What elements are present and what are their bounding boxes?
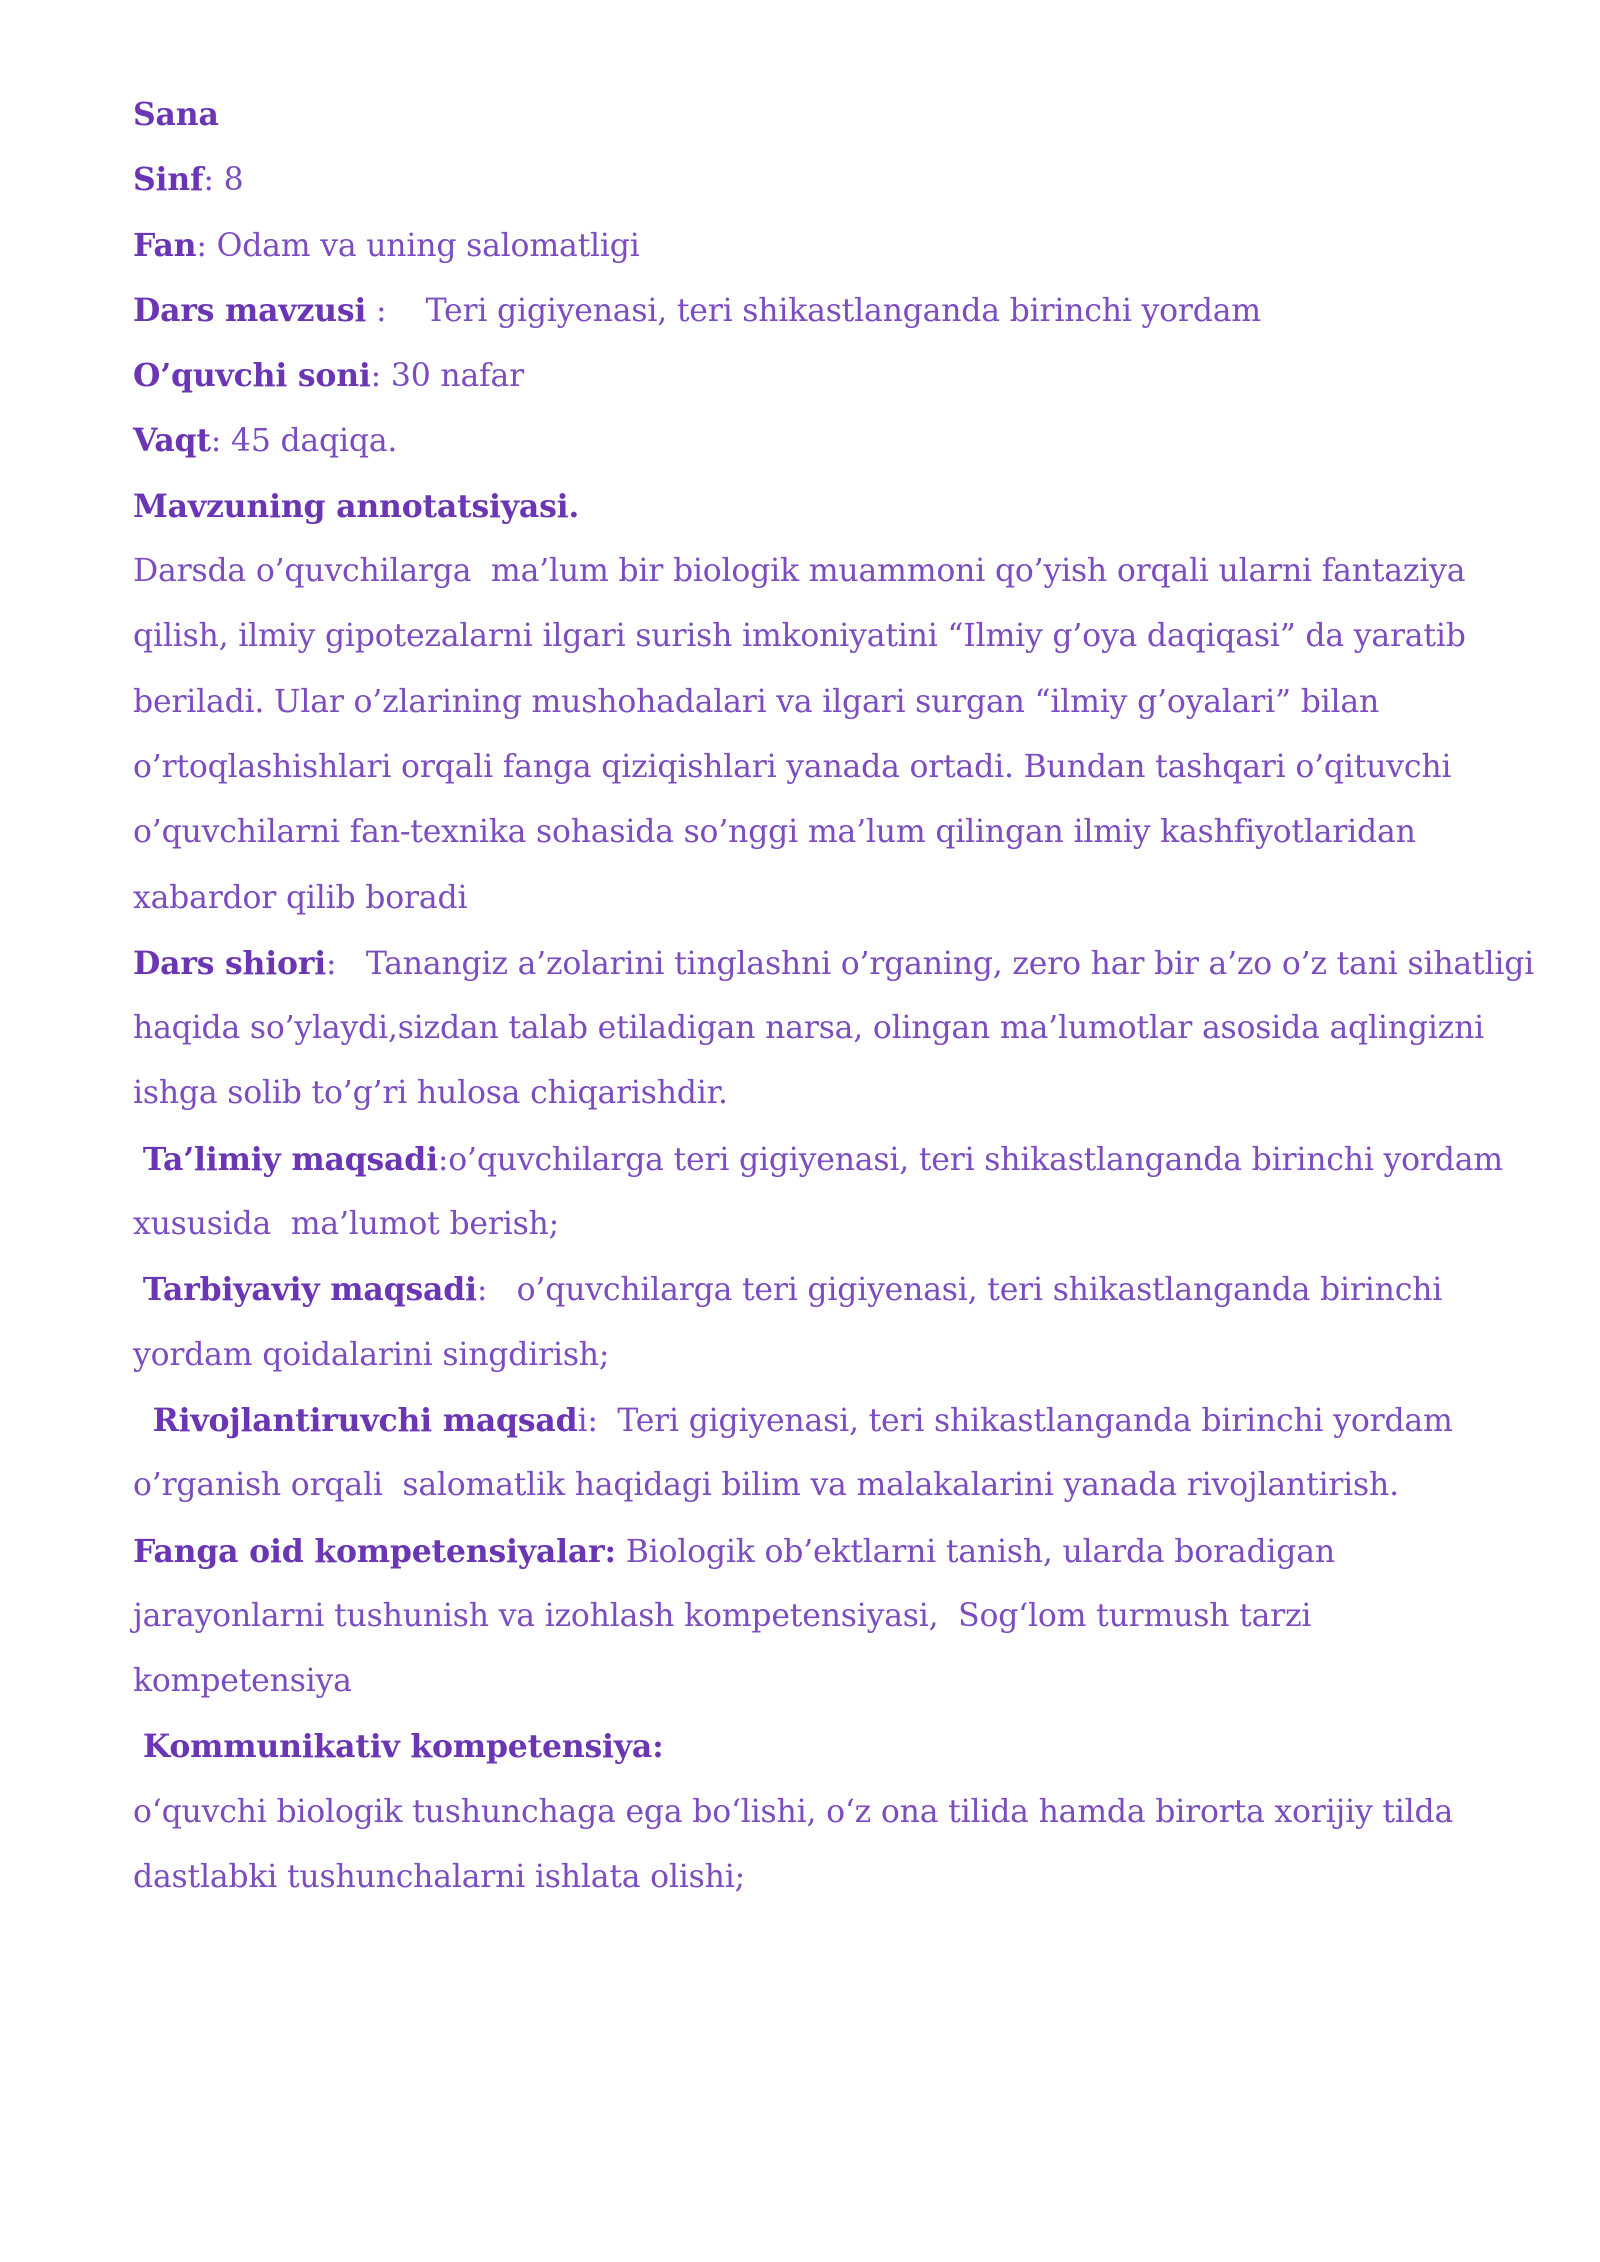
- communicative-competence-text-line: o‘quvchi biologik tushunchaga ega bo‘lishi, o‘z ona tilida hamda birorta xorijiy tilda: [133, 1793, 1454, 1830]
- lesson-motto-line: [133, 931, 1535, 996]
- date-label: Sana: [133, 96, 219, 133]
- developmental-goal-text-line: o’rganish orqali salomatlik haqidagi bilim va malakalarini yanada rivojlantirish.: [133, 1467, 1399, 1504]
- annotation-text-line: xabardor qilib boradi: [133, 879, 468, 916]
- subject-label: Fan: [133, 226, 197, 264]
- developmental-goal-line: [133, 1388, 1503, 1453]
- lesson-topic-line: [133, 278, 1503, 343]
- developmental-goal-label: Rivojlantiruvchi maqsad: [152, 1401, 578, 1439]
- date-line: [133, 82, 1503, 147]
- grade-line: [133, 147, 1503, 212]
- subject-competencies-text-line: kompetensiya: [133, 1663, 352, 1700]
- upbringing-goal-text: : o’quvchilarga teri gigiyenasi, teri shikastlanganda birinchi: [476, 1272, 1443, 1309]
- annotation-text-line: o’rtoqlashishlari orqali fanga qiziqishlari yanada ortadi. Bundan tashqari o’qituvchi: [133, 748, 1452, 785]
- communicative-competence-text-line: dastlabki tushunchalarni ishlata olishi;: [133, 1859, 746, 1896]
- time-value: : 45 daqiqa.: [210, 423, 398, 460]
- student-count-label: O’quvchi soni: [133, 357, 371, 395]
- subject-value: : Odam va uning salomatligi: [196, 227, 640, 264]
- lesson-motto-text: : Tanangiz a’zolarini tinglashni o’rganing, zero har bir a’zo o’z tani sihatligi: [326, 945, 1535, 982]
- annotation-text-line: o’quvchilarni fan-texnika sohasida so’nggi ma’lum qilingan ilmiy kashfiyotlaridan: [133, 814, 1416, 851]
- annotation-text-line: beriladi. Ular o’zlarining mushohadalari va ilgari surgan “ilmiy g’oyalari” bilan: [133, 683, 1380, 720]
- upbringing-goal-text-line: yordam qoidalarini singdirish;: [133, 1336, 610, 1373]
- educational-goal-text: :o’quvchilarga teri gigiyenasi, teri shikastlanganda birinchi yordam: [437, 1141, 1503, 1178]
- lesson-motto-text-line: haqida so’ylaydi,sizdan talab etiladigan narsa, olingan ma’lumotlar asosida aqlingizni: [133, 1010, 1485, 1047]
- subject-line: [133, 213, 1503, 278]
- communicative-competence-heading: Kommunikativ kompetensiya:: [142, 1728, 664, 1766]
- student-count-line: [133, 343, 1503, 408]
- lesson-topic-value: : Teri gigiyenasi, teri shikastlanganda birinchi yordam: [366, 292, 1261, 329]
- upbringing-goal-label: Tarbiyaviy maqsadi: [142, 1271, 477, 1309]
- subject-competencies-label: Fanga oid kompetensiyalar:: [133, 1532, 616, 1570]
- upbringing-goal-line: [133, 1257, 1503, 1322]
- lesson-motto-text-line: ishga solib to’g’ri hulosa chiqarishdir.: [133, 1075, 728, 1112]
- educational-goal-text-line: xususida ma’lumot berish;: [133, 1206, 560, 1243]
- subject-competencies-text-line: jarayonlarni tushunish va izohlash kompetensiyasi, Sog‘lom turmush tarzi: [133, 1597, 1312, 1634]
- annotation-heading: Mavzuning annotatsiyasi.: [133, 487, 580, 525]
- educational-goal-line: [133, 1127, 1503, 1192]
- time-line: [133, 408, 1503, 473]
- time-label: Vaqt: [133, 422, 211, 460]
- lesson-topic-label: Dars mavzusi: [133, 291, 367, 329]
- student-count-value: : 30 nafar: [370, 358, 524, 395]
- grade-value: : 8: [203, 162, 244, 199]
- annotation-heading-line: [133, 474, 1503, 539]
- communicative-competence-heading-line: [133, 1714, 1503, 1779]
- subject-competencies-line: [133, 1519, 1503, 1584]
- annotation-text-line: qilish, ilmiy gipotezalarni ilgari surish imkoniyatini “Ilmiy g’oya daqiqasi” da yaratib: [133, 618, 1466, 655]
- lesson-plan-document: [133, 82, 1535, 1910]
- educational-goal-label: Ta’limiy maqsadi: [142, 1140, 438, 1178]
- subject-competencies-text: Biologik ob’ektlarni tanish, ularda boradigan: [615, 1533, 1335, 1570]
- annotation-text-line: Darsda o’quvchilarga ma’lum bir biologik muammoni qo’yish orqali ularni fantaziya: [133, 553, 1466, 590]
- lesson-motto-label: Dars shiori: [133, 944, 326, 982]
- developmental-goal-text: i: Teri gigiyenasi, teri shikastlanganda birinchi yordam: [577, 1402, 1453, 1439]
- grade-label: Sinf: [133, 161, 204, 199]
